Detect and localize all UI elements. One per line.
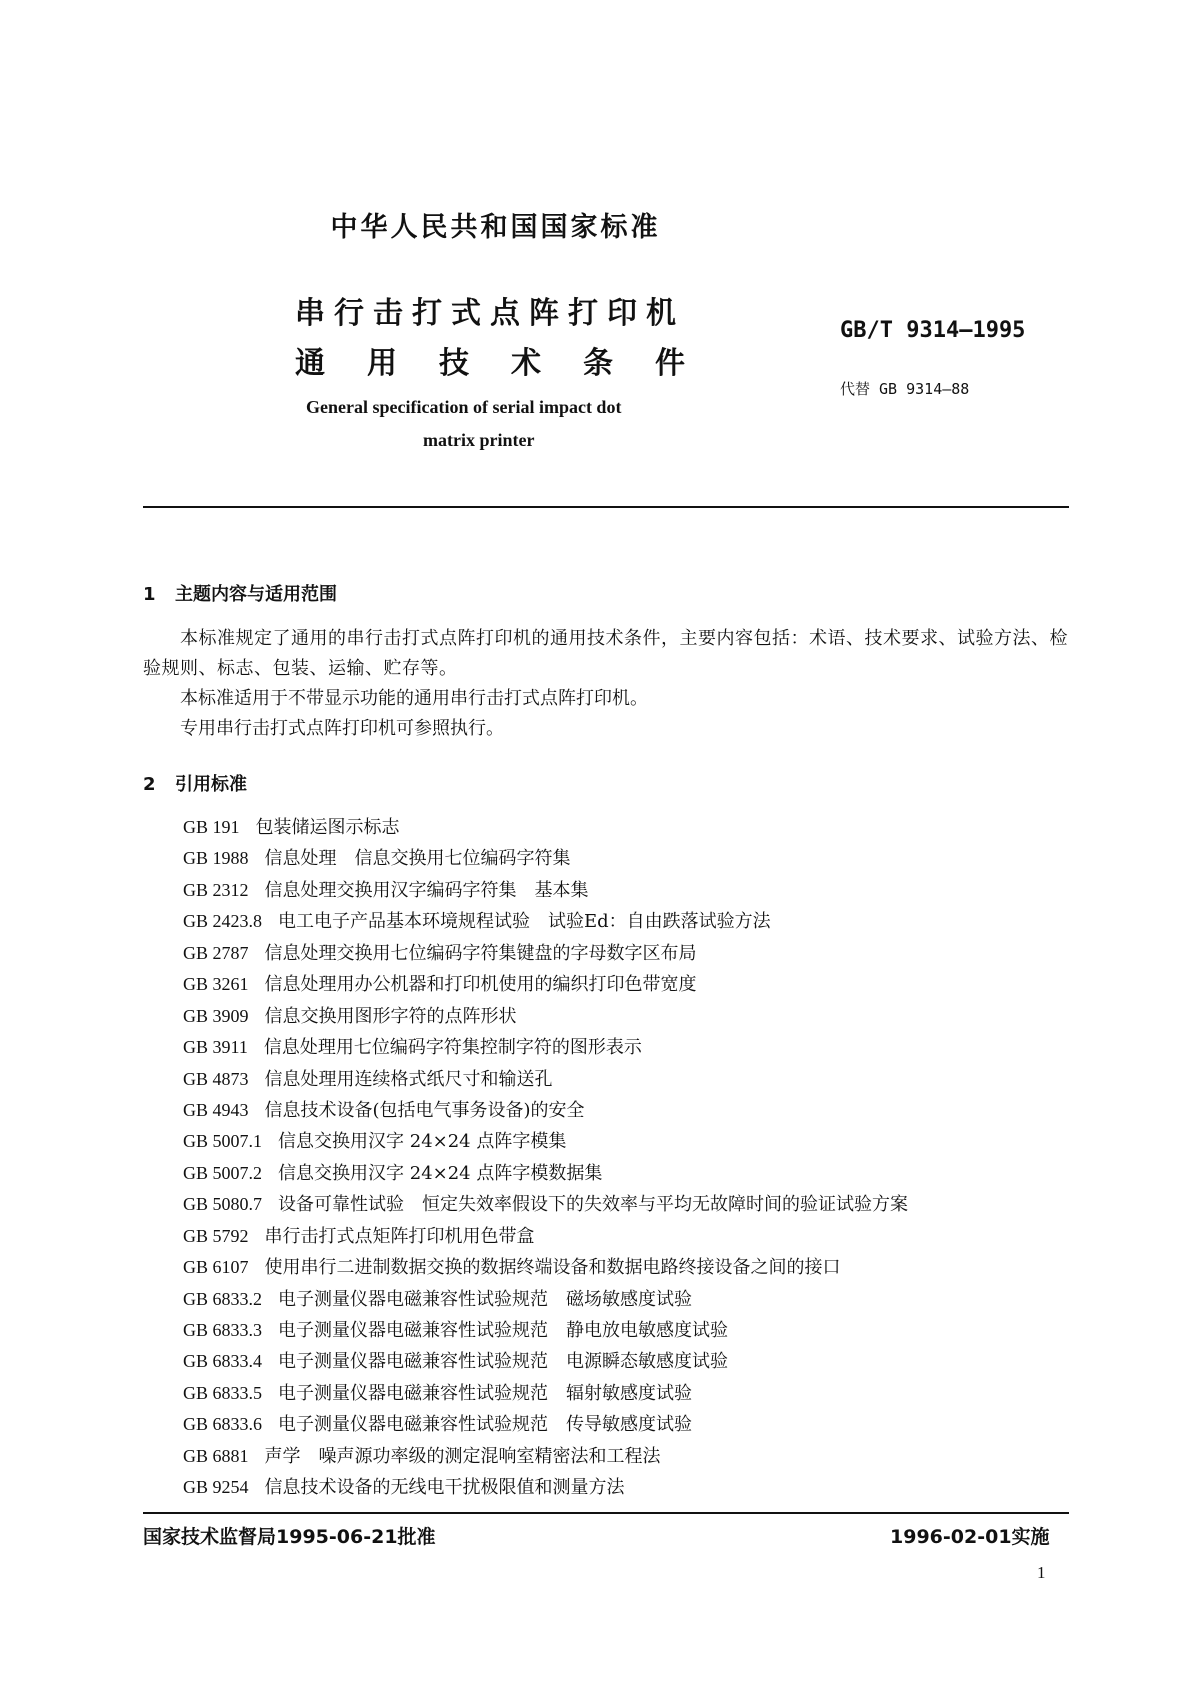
- reference-code: GB 5792: [183, 1225, 249, 1246]
- reference-item: [183, 1284, 1083, 1315]
- reference-item: [183, 843, 1083, 874]
- reference-code: GB 5007.1: [183, 1131, 263, 1152]
- reference-code: GB 5007.2: [183, 1162, 263, 1183]
- section-2-heading: [143, 770, 247, 796]
- reference-code: GB 6833.2: [183, 1288, 263, 1309]
- reference-title: 信息技术设备的无线电干扰极限值和测量方法: [264, 1477, 625, 1499]
- reference-item: [183, 969, 1083, 1000]
- reference-title: 信息处理用七位编码字符集控制字符的图形表示: [263, 1037, 642, 1059]
- reference-item: [183, 1126, 1083, 1157]
- reference-item: [183, 1032, 1083, 1063]
- reference-list: [183, 812, 1083, 1504]
- reference-item: [183, 1064, 1083, 1095]
- reference-item: [183, 1252, 1083, 1283]
- reference-item: [183, 875, 1083, 906]
- reference-title: 使用串行二进制数据交换的数据终端设备和数据电路终接设备之间的接口: [264, 1257, 841, 1279]
- reference-item: [183, 938, 1083, 969]
- section-1-title: 主题内容与适用范围: [175, 584, 337, 605]
- reference-item: [183, 1158, 1083, 1189]
- reference-title: 信息处理交换用汉字编码字符集 基本集: [264, 879, 589, 901]
- footer-divider: [143, 1512, 1069, 1514]
- section-1-paragraph-2: 本标准适用于不带显示功能的通用串行击打式点阵打印机。: [180, 688, 648, 709]
- replaces-standard: 代替 GB 9314—88: [840, 380, 970, 398]
- reference-title: 电子测量仪器电磁兼容性试验规范 磁场敏感度试验: [278, 1288, 693, 1310]
- english-title-line-2: matrix printer: [423, 430, 535, 450]
- section-1-paragraph-3: 专用串行击打式点阵打印机可参照执行。: [180, 718, 504, 739]
- reference-code: GB 2312: [183, 879, 249, 900]
- reference-title: 信息交换用汉字 24×24 点阵字模集: [278, 1131, 567, 1153]
- reference-code: GB 3909: [183, 1005, 249, 1026]
- reference-item: [183, 1441, 1083, 1472]
- reference-item: [183, 1378, 1083, 1409]
- section-1-number: 1: [143, 584, 156, 605]
- reference-item: [183, 1189, 1083, 1220]
- english-title-line-1: General specification of serial impact dot: [306, 397, 622, 417]
- header-divider: [143, 506, 1069, 508]
- reference-code: GB 2423.8: [183, 911, 263, 932]
- reference-code: GB 6833.3: [183, 1320, 263, 1340]
- reference-item: [183, 1472, 1083, 1503]
- reference-code: GB 4873: [183, 1068, 249, 1089]
- reference-item: [183, 1221, 1083, 1252]
- reference-title: 信息处理用连续格式纸尺寸和输送孔: [264, 1068, 553, 1090]
- standard-number: GB/T 9314—1995: [840, 318, 1026, 343]
- reference-code: GB 6107: [183, 1257, 249, 1278]
- reference-title: 电子测量仪器电磁兼容性试验规范 电源瞬态敏感度试验: [278, 1351, 729, 1373]
- reference-item: [183, 1409, 1083, 1440]
- reference-code: GB 5080.7: [183, 1194, 263, 1215]
- reference-code: GB 6833.5: [183, 1382, 263, 1403]
- reference-item: [183, 812, 1083, 843]
- reference-title: 电工电子产品基本环境规程试验 试验Ed：自由跌落试验方法: [278, 911, 771, 933]
- section-2-title: 引用标准: [175, 774, 247, 795]
- section-1-paragraph-1: 本标准规定了通用的串行击打式点阵打印机的通用技术条件，主要内容包括：术语、技术要求、试验方法、检验规则、标志、包装、运输、贮存等。: [143, 628, 1068, 679]
- reference-title: 包装储运图示标志: [255, 817, 400, 838]
- national-standard-heading: 中华人民共和国国家标准: [330, 212, 661, 243]
- reference-code: GB 191: [183, 817, 240, 837]
- reference-title: 信息处理用办公机器和打印机使用的编织打印色带宽度: [264, 974, 697, 996]
- reference-title: 信息交换用图形字符的点阵形状: [264, 1005, 517, 1027]
- approval-date: 国家技术监督局1995-06-21批准: [143, 1526, 436, 1548]
- section-1-heading: [143, 580, 337, 606]
- reference-title: 信息技术设备(包括电气事务设备)的安全: [264, 1099, 585, 1121]
- reference-code: GB 9254: [183, 1477, 249, 1498]
- reference-title: 电子测量仪器电磁兼容性试验规范 静电放电敏感度试验: [278, 1320, 729, 1341]
- reference-title: 电子测量仪器电磁兼容性试验规范 传导敏感度试验: [278, 1414, 693, 1436]
- effective-date: 1996-02-01实施: [890, 1526, 1050, 1548]
- reference-title: 信息交换用汉字 24×24 点阵字模数据集: [278, 1162, 603, 1184]
- reference-title: 设备可靠性试验 恒定失效率假设下的失效率与平均无故障时间的验证试验方案: [278, 1194, 909, 1216]
- reference-item: [183, 1346, 1083, 1377]
- reference-code: GB 3911: [183, 1037, 248, 1058]
- reference-code: GB 6833.4: [183, 1351, 263, 1372]
- reference-item: [183, 1095, 1083, 1126]
- reference-title: 信息处理 信息交换用七位编码字符集: [264, 848, 571, 870]
- reference-item: [183, 906, 1083, 937]
- page-number: 1: [1037, 1563, 1046, 1582]
- reference-code: GB 6833.6: [183, 1414, 263, 1435]
- reference-title: 信息处理交换用七位编码字符集键盘的字母数字区布局: [264, 942, 697, 964]
- reference-code: GB 6881: [183, 1445, 249, 1466]
- reference-code: GB 1988: [183, 848, 249, 869]
- reference-item: [183, 1001, 1083, 1032]
- reference-code: GB 2787: [183, 942, 249, 963]
- section-2-number: 2: [143, 774, 156, 795]
- document-title-line-1: 串行击打式点阵打印机: [295, 296, 685, 331]
- document-title-line-2: 通用技术条件: [295, 346, 727, 381]
- reference-title: 声学 噪声源功率级的测定混响室精密法和工程法: [264, 1445, 661, 1467]
- reference-code: GB 4943: [183, 1099, 249, 1120]
- reference-title: 串行击打式点矩阵打印机用色带盒: [264, 1225, 535, 1247]
- reference-code: GB 3261: [183, 974, 249, 995]
- reference-title: 电子测量仪器电磁兼容性试验规范 辐射敏感度试验: [278, 1382, 693, 1404]
- reference-item: [183, 1315, 1083, 1346]
